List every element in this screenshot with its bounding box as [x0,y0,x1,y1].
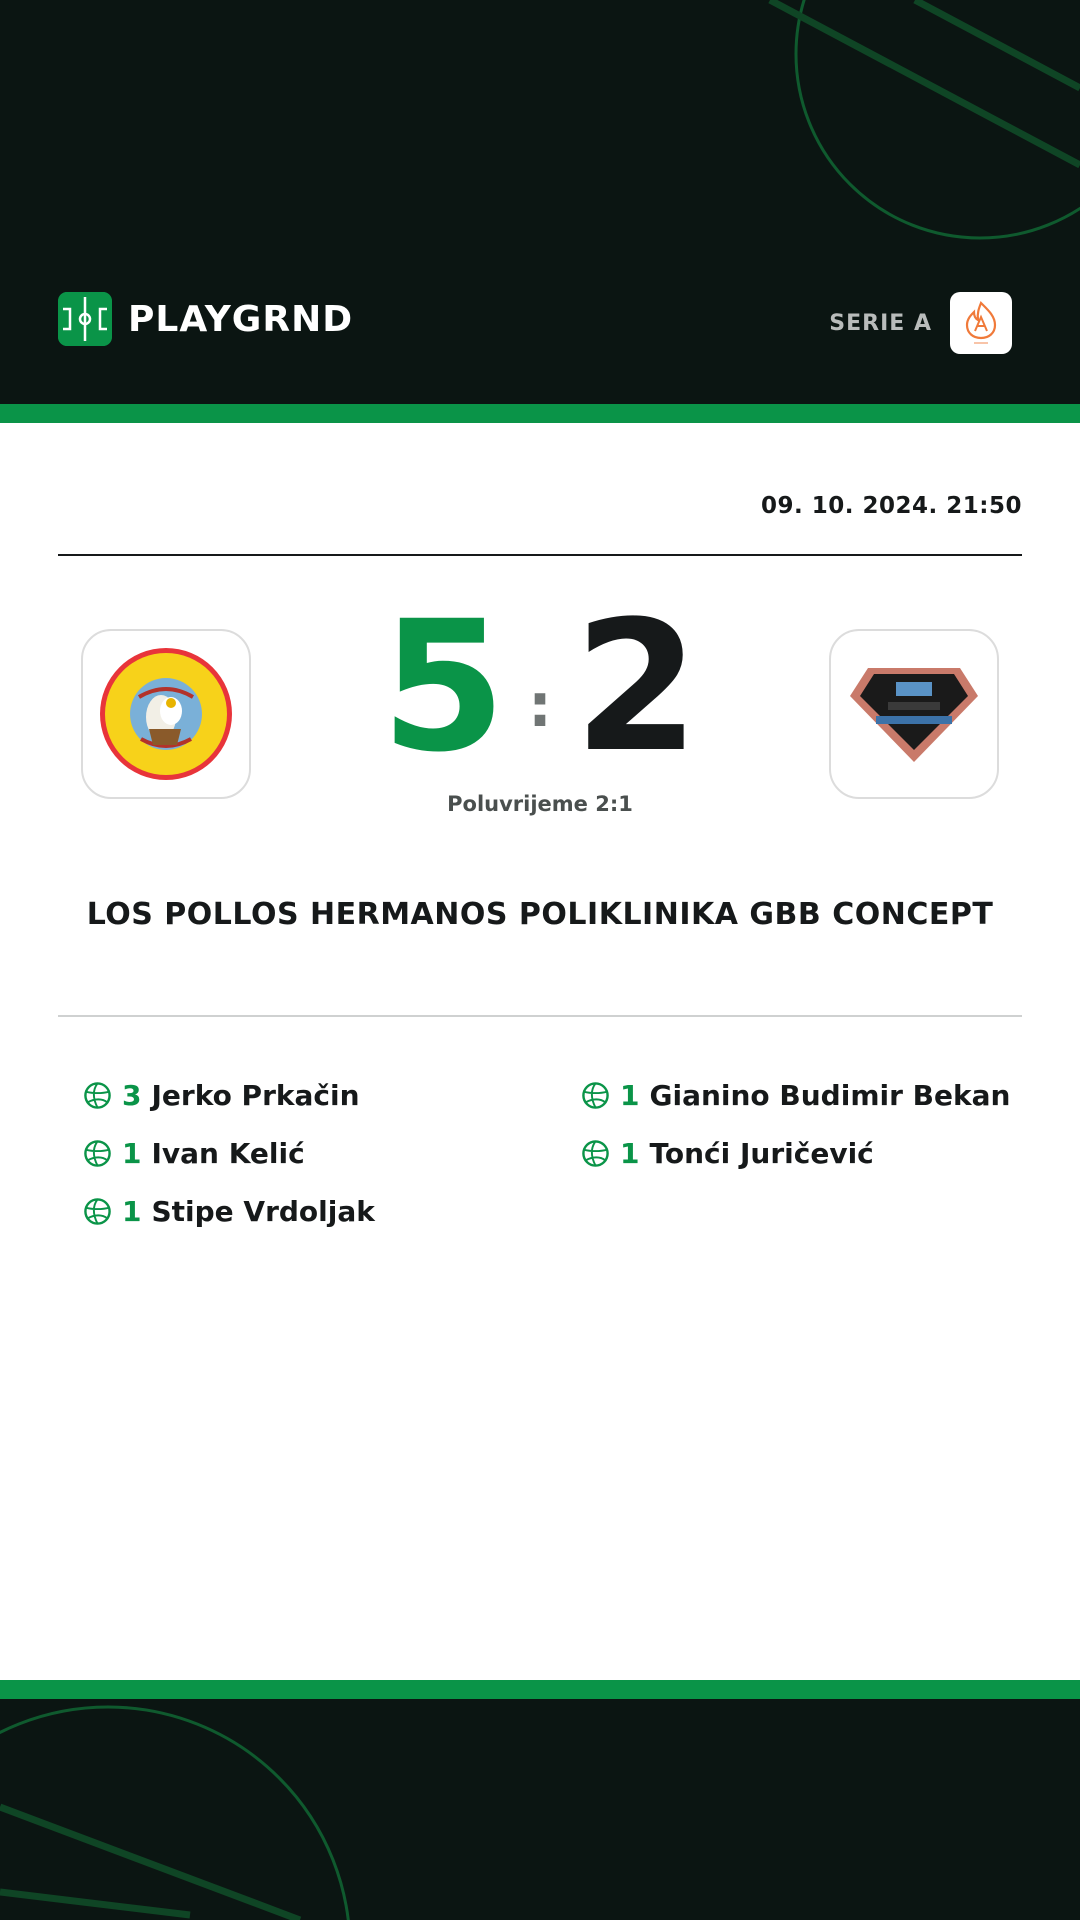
score-separator: : [528,671,552,741]
goal-count: 1 [122,1136,142,1170]
scorer-item [581,1066,1010,1124]
ball-icon [83,1139,112,1168]
home-score: 5 [380,583,506,792]
ball-icon [581,1081,610,1110]
scorer-item [83,1124,375,1182]
away-score: 2 [574,583,700,792]
header-band [0,0,1080,404]
scorer-item [83,1182,375,1240]
home-scorers-list [83,1066,375,1240]
divider [58,1015,1022,1017]
halftime-score: Poluvrijeme 2:1 [447,792,633,816]
accent-bar-top [0,404,1080,423]
scorer-name: Ivan Kelić [151,1136,305,1170]
pitch-icon [58,292,112,346]
gbb-concept-logo [846,664,982,764]
pitch-lines-decoration [0,1699,1080,1920]
match-title: LOS POLLOS HERMANOS POLIKLINIKA GBB CONCEPT [86,897,994,932]
scorer-name: Gianino Budimir Bekan [649,1078,1011,1112]
scorer-name: Tonći Juričević [649,1136,874,1170]
scorer-name: Jerko Prkačin [151,1078,360,1112]
footer-band [0,1699,1080,1920]
away-team-logo[interactable] [829,629,999,799]
goal-count: 1 [620,1136,640,1170]
goal-count: 1 [122,1194,142,1228]
divider [58,554,1022,556]
flame-logo-icon [961,300,1001,346]
league-logo [950,292,1012,354]
brand-name: PLAYGRND [128,298,354,340]
accent-bar-bottom [0,1680,1080,1699]
scorer-item [83,1066,375,1124]
scorer-name: Stipe Vrdoljak [151,1194,375,1228]
ball-icon [581,1139,610,1168]
goal-count: 3 [122,1078,142,1112]
away-scorers-list [581,1066,1010,1182]
ball-icon [83,1081,112,1110]
scorer-item [581,1124,1010,1182]
league-info[interactable] [829,292,1012,354]
brand[interactable] [58,292,353,346]
goal-count: 1 [620,1078,640,1112]
league-name: SERIE A [829,310,932,336]
ball-icon [83,1197,112,1226]
match-datetime: 09. 10. 2024. 21:50 [761,493,1022,519]
